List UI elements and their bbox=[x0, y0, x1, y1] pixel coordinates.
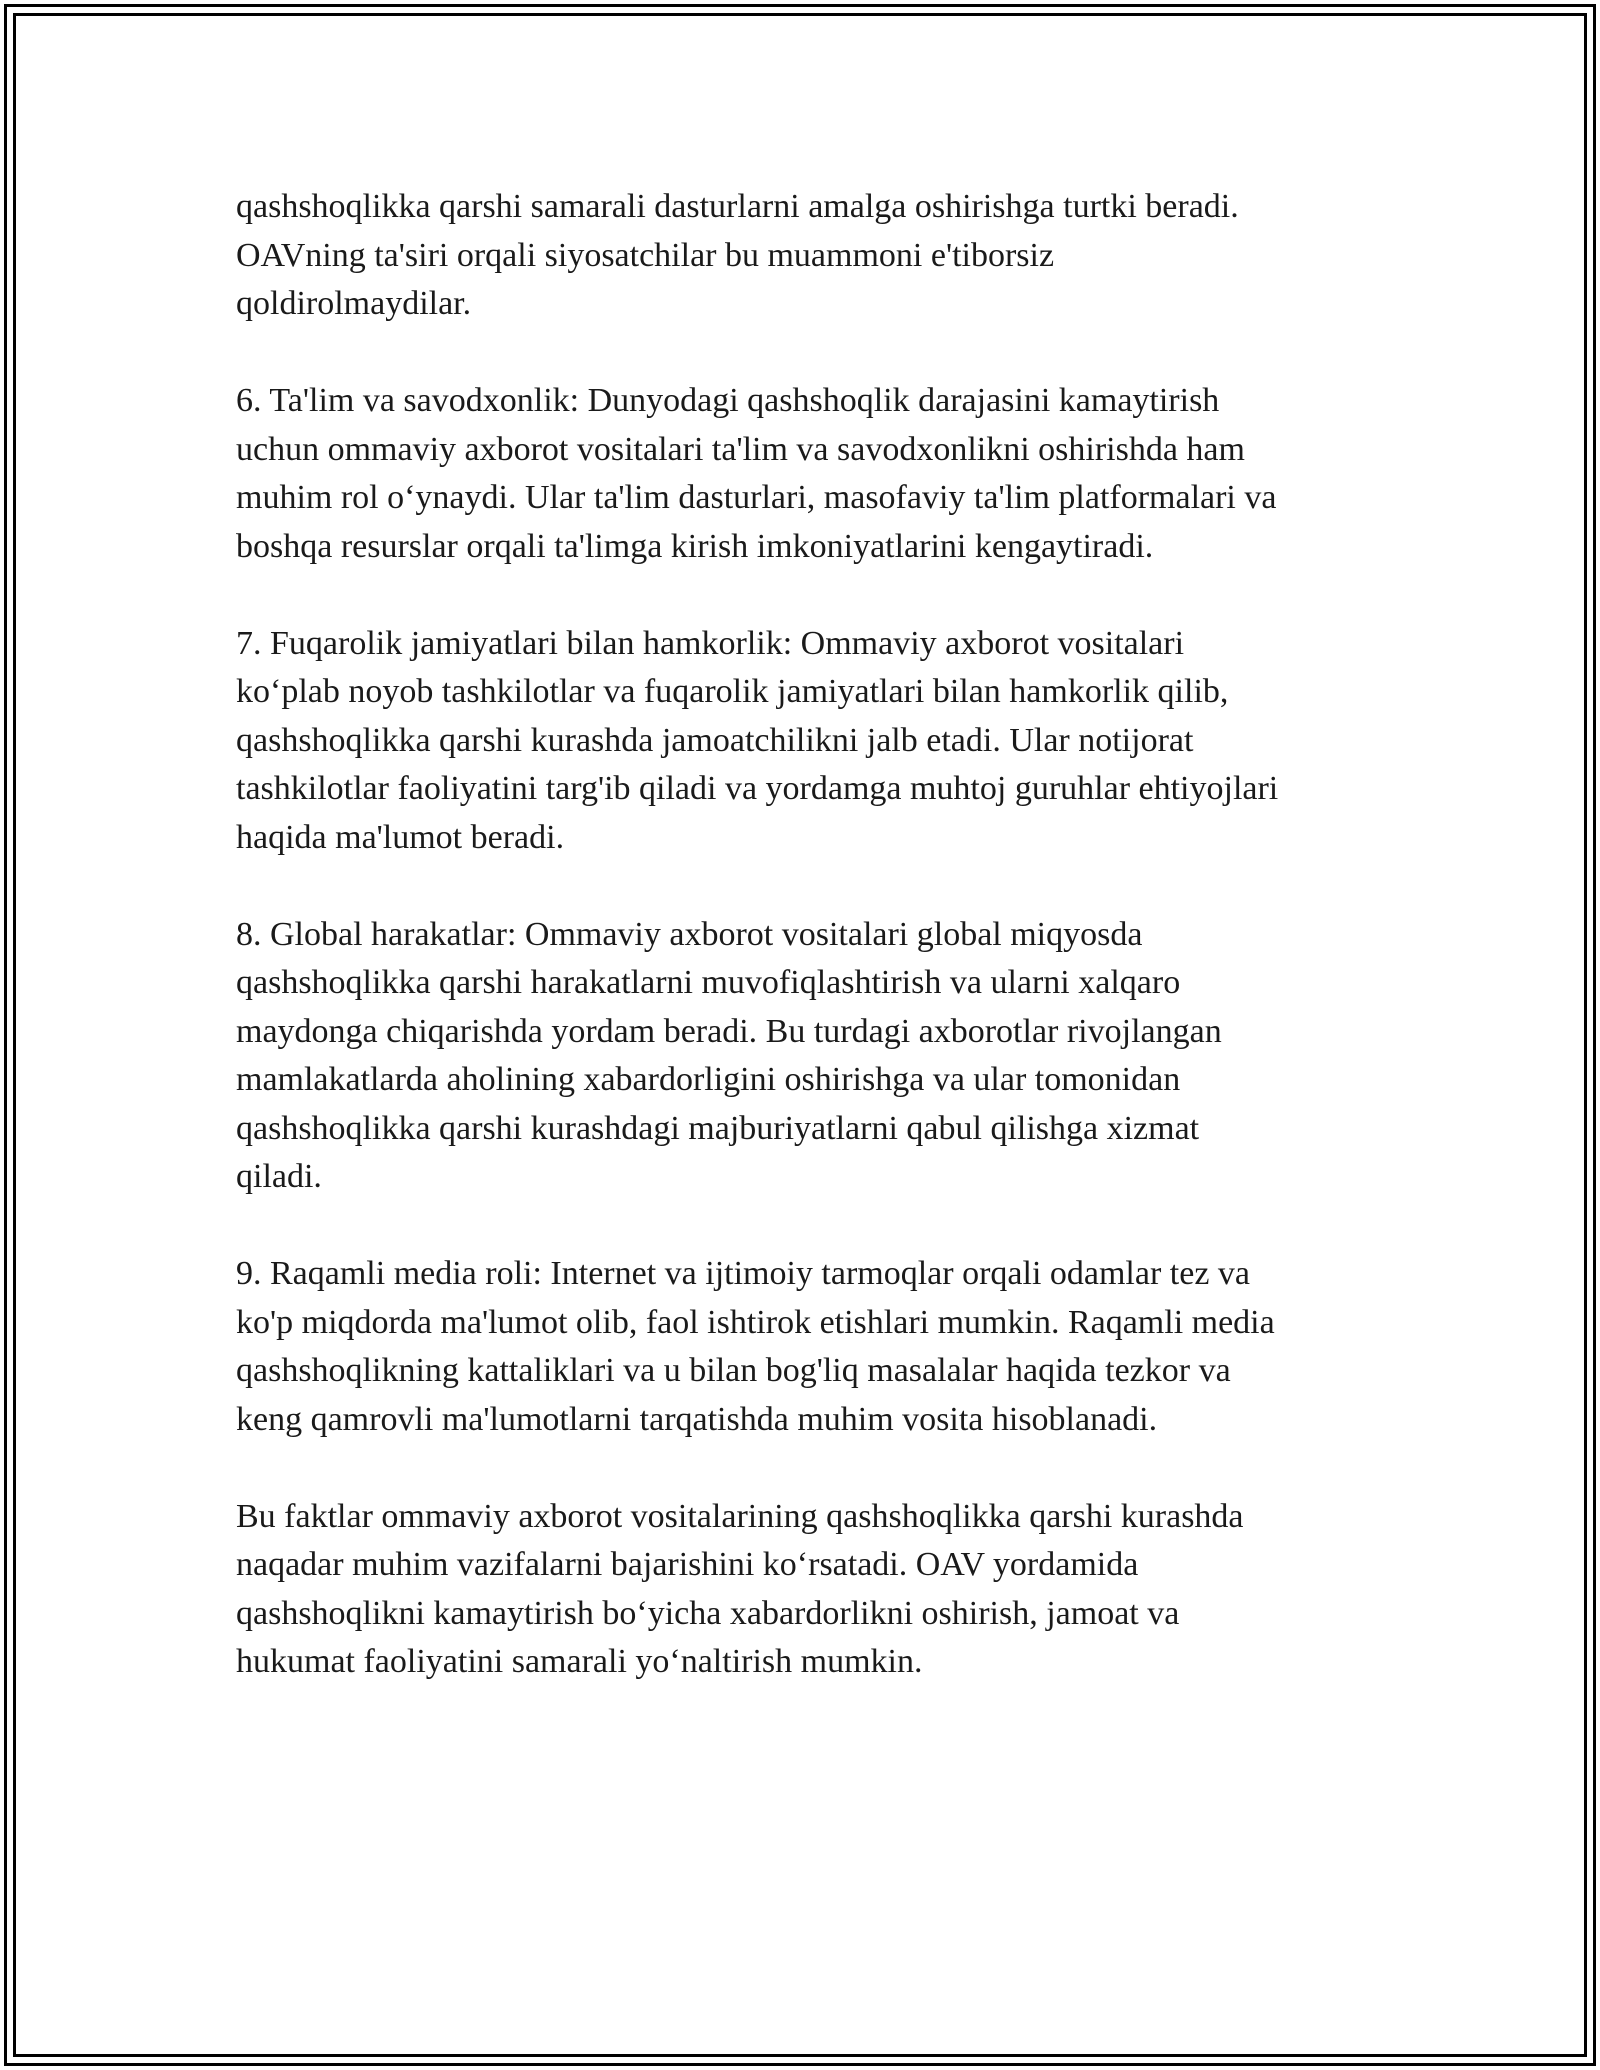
paragraph-global-actions: 8. Global harakatlar: Ommaviy axborot vositalari global miqyosda qashshoqlikka qarshi harakatlarni muvofiqlashtirish va ularni xalqaro maydonga chiqarishda yordam beradi. Bu turdagi axborotlar rivojlangan mamlakatlarda aholining xabardorligini oshirishga va ular tomonidan qashshoqlikka qarshi kurashdagi majburiyatlarni qabul qilishga xizmat qiladi. bbox=[236, 915, 1222, 1195]
paragraph-intro-continuation: qashshoqlikka qarshi samarali dasturlarni amalga oshirishga turtki beradi. OAVning ta'siri orqali siyosatchilar bu muammoni e'tiborsiz qoldirolmaydilar. bbox=[236, 188, 1239, 322]
paragraph-conclusion: Bu faktlar ommaviy axborot vositalarining qashshoqlikka qarshi kurashda naqadar muhim vazifalarni bajarishini ko‘rsatadi. OAV yordamida qashshoqlikni kamaytirish bo‘yicha xabardorlikni oshirish, jamoat va hukumat faoliyatini samarali yo‘naltirish mumkin. bbox=[236, 1497, 1244, 1680]
paragraph-education-literacy: 6. Ta'lim va savodxonlik: Dunyodagi qashshoqlik darajasini kamaytirish uchun ommaviy axborot vositalari ta'lim va savodxonlikni oshirishda ham muhim rol o‘ynaydi. Ular ta'lim dasturlari, masofaviy ta'lim platformalari va boshqa resurslar orqali ta'limga kirish imkoniyatlarini kengaytiradi. bbox=[236, 382, 1277, 565]
document-body bbox=[236, 183, 1386, 1687]
paragraph-digital-media-role: 9. Raqamli media roli: Internet va ijtimoiy tarmoqlar orqali odamlar tez va ko'p miqdorda ma'lumot olib, faol ishtirok etishlari mumkin. Raqamli media qashshoqlikning kattaliklari va u bilan bog'liq masalalar haqida tezkor va keng qamrovli ma'lumotlarni tarqatishda muhim vosita hisoblanadi. bbox=[236, 1255, 1275, 1438]
paragraph-civil-society-cooperation: 7. Fuqarolik jamiyatlari bilan hamkorlik: Ommaviy axborot vositalari ko‘plab noyob tashkilotlar va fuqarolik jamiyatlari bilan hamkorlik qilib, qashshoqlikka qarshi kurashda jamoatchilikni jalb etadi. Ular notijorat tashkilotlar faoliyatini targ'ib qiladi va yordamga muhtoj guruhlar ehtiyojlari haqida ma'lumot beradi. bbox=[236, 624, 1279, 856]
